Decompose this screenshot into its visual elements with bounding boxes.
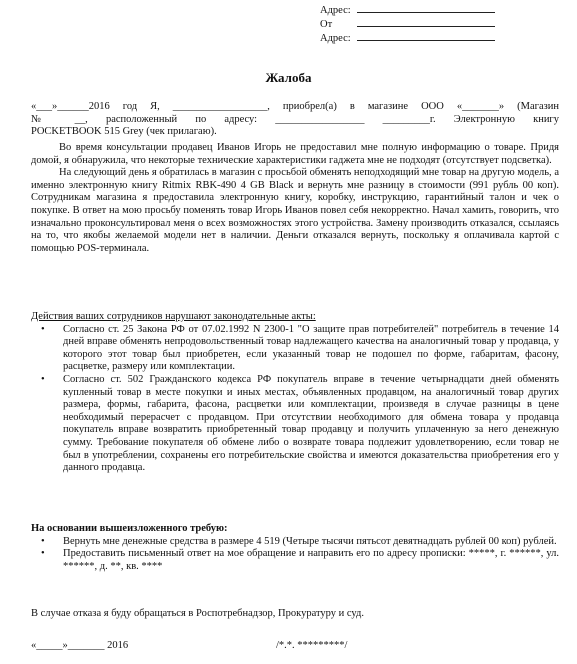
intro-line: POCKETBOOK 515 Grey (чек прилагаю). bbox=[31, 126, 217, 138]
address-label: Адрес: bbox=[320, 33, 351, 44]
signature: /*.*. *********/ bbox=[276, 640, 348, 651]
from-blank bbox=[357, 16, 495, 27]
address-label: Адрес: bbox=[320, 5, 351, 16]
intro bbox=[31, 101, 559, 139]
address-blank bbox=[357, 2, 495, 13]
address-blank bbox=[357, 30, 495, 41]
list-item: • Предоставить письменный ответ на мое обращение и направить его по адресу прописки: *****, г. ******, ул. ******, д. **, кв. **** bbox=[31, 548, 559, 573]
violations-heading: Действия ваших сотрудников нарушают законодательные акты: bbox=[31, 311, 316, 322]
intro-line: № __, расположенный по адресу: _________________ _________г. Электронную книгу bbox=[31, 113, 559, 125]
demands-list bbox=[31, 536, 559, 574]
demands-heading: На основании вышеизложенного требую: bbox=[31, 523, 228, 534]
document-title: Жалоба bbox=[265, 70, 312, 85]
list-item: • Согласно ст. 502 Гражданского кодекса РФ покупатель вправе в течение четырнадцати дней обменять купленный товар в месте покупки и иных местах, объявленных продавцом, на аналогичный товар других размера, формы, габарита, фасона, расцветки или комплектации, произведя в случае разницы в цене необходимый перерасчет с продавцом. При отсутствии необходимого для обмена товара у продавца покупатель вправе возвратить приобретенный товар продавцу и получить уплаченную за него денежную сумму. Требование покупателя об обмене либо о возврате товара подлежит удовлетворению, если товар не был в употреблении, сохранены его потребительские свойства и имеются доказательства приобретения его у данного продавца. bbox=[31, 374, 559, 475]
intro-line: «___»______2016 год Я, __________________, приобрел(а) в магазине ООО «_______» (Магазин bbox=[31, 101, 559, 112]
from-label: От bbox=[320, 19, 333, 30]
address-line-2 bbox=[320, 30, 495, 46]
paragraph: На следующий день я обратилась в магазин с просьбой обменять неподходящий мне товар на другую модель, а именно электронную книгу Ritmix RBK-490 4 GB Black и вернуть мне разницу в стоимости (991 рубль 00 коп). Сотрудникам магазина я предоставила электронную книгу, коробку, инструкцию, гарантийный талон и чек о покупке. В ответ на мою просьбу поменять товар Игорь Иванов повел себя некорректно. Начал хамить, говорить, что изначально проконсультировал меня о всех возможностях этого устройства. Замену производить отказался, ссылаясь на то, что якобы желаемой модели нет в наличии. Деньги отказался вернуть, поскольку я оплачивала картой с помощью POS-терминала. bbox=[31, 167, 559, 254]
violations-section bbox=[31, 311, 559, 475]
footer-date: «_____»_______ 2016 bbox=[31, 640, 129, 651]
violations-list bbox=[31, 324, 559, 475]
closing-statement: В случае отказа я буду обращаться в Роспотребнадзор, Прокуратуру и суд. bbox=[31, 608, 364, 619]
list-item: • Вернуть мне денежные средства в размере 4 519 (Четыре тысячи пятьсот девятнадцать рублей 00 коп) рублей. bbox=[31, 536, 559, 549]
demands-section bbox=[31, 523, 559, 573]
body-paragraphs bbox=[31, 142, 559, 255]
paragraph: Во время консультации продавец Иванов Игорь не предоставил мне полную информацию о товаре. Придя домой, я обнаружила, что некоторые технические характеристики гаджета мне не подходят (отсутствует подсветка). bbox=[31, 142, 559, 166]
list-item: • Согласно ст. 25 Закона РФ от 07.02.1992 N 2300-1 "О защите прав потребителей" потребитель в течение 14 дней вправе обменять непродовольственный товар надлежащего качества на аналогичный товар у продавца, у которого этот товар был приобретен, если указанный товар не подошел по форме, габаритам, фасону, расцветке, размеру или комплектации. bbox=[31, 324, 559, 374]
